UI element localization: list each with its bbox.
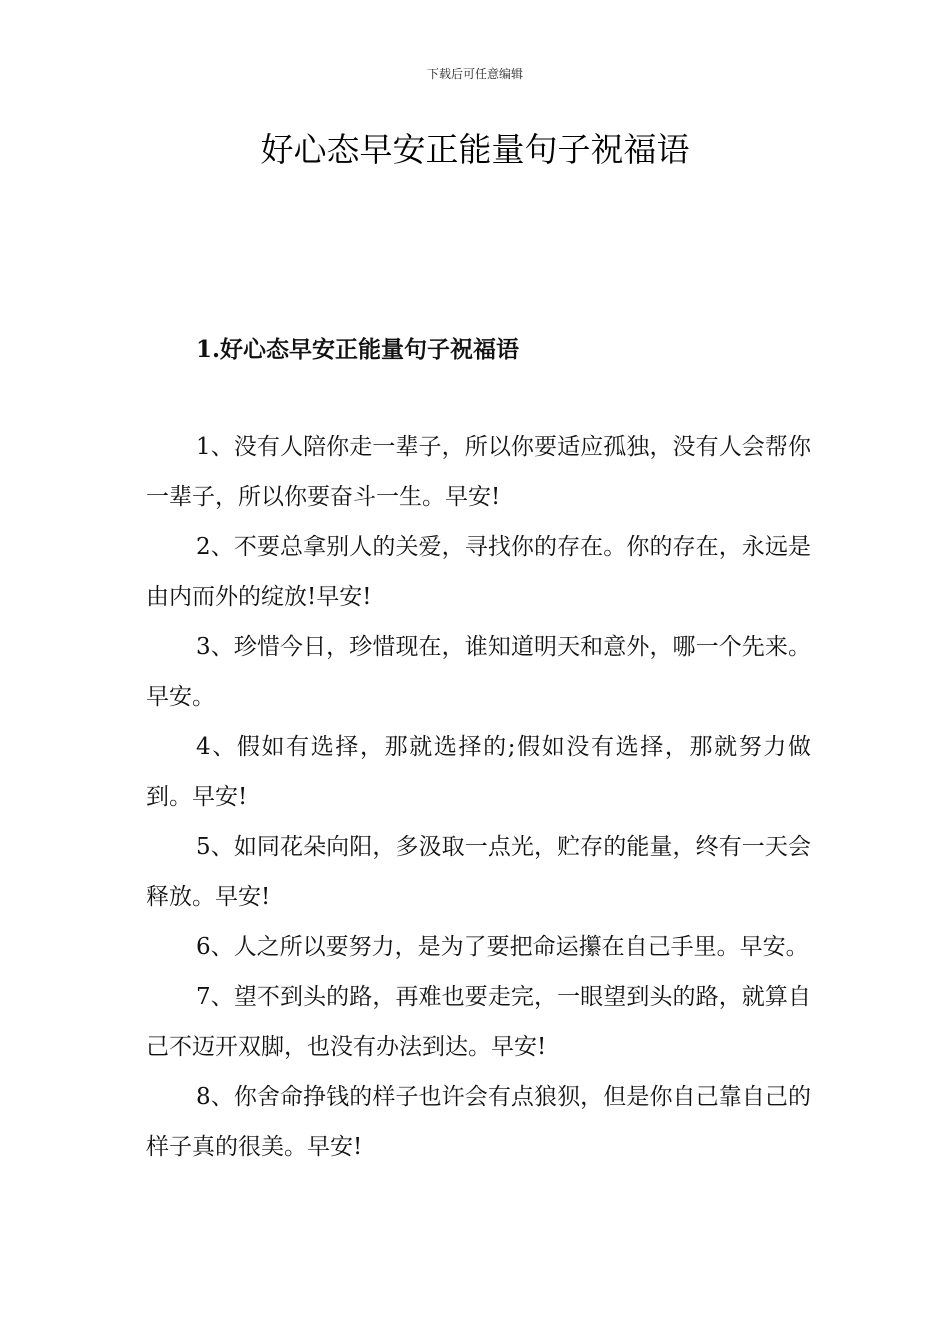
document-title: 好心态早安正能量句子祝福语	[260, 130, 690, 169]
paragraph-4: 4、假如有选择，那就选择的;假如没有选择，那就努力做到。早安!	[146, 734, 811, 810]
paragraph-2: 2、不要总拿别人的关爱，寻找你的存在。你的存在，永远是由内而外的绽放!早安!	[146, 534, 811, 610]
document-body	[146, 422, 811, 1172]
paragraph-7: 7、望不到头的路，再难也要走完，一眼望到头的路，就算自己不迈开双脚，也没有办法到达。早安!	[146, 984, 811, 1060]
paragraph-5: 5、如同花朵向阳，多汲取一点光，贮存的能量，终有一天会释放。早安!	[146, 834, 811, 910]
paragraph-8: 8、你舍命挣钱的样子也许会有点狼狈，但是你自己靠自己的样子真的很美。早安!	[146, 1084, 811, 1160]
paragraph-6: 6、人之所以要努力，是为了要把命运攥在自己手里。早安。	[196, 934, 809, 960]
header-note: 下载后可任意编辑	[426, 67, 523, 81]
paragraph-3: 3、珍惜今日，珍惜现在，谁知道明天和意外，哪一个先来。早安。	[146, 634, 811, 710]
paragraph-1: 1、没有人陪你走一辈子，所以你要适应孤独，没有人会帮你一辈子，所以你要奋斗一生。早安!	[146, 434, 811, 510]
section-heading: 1.好心态早安正能量句子祝福语	[196, 336, 520, 363]
